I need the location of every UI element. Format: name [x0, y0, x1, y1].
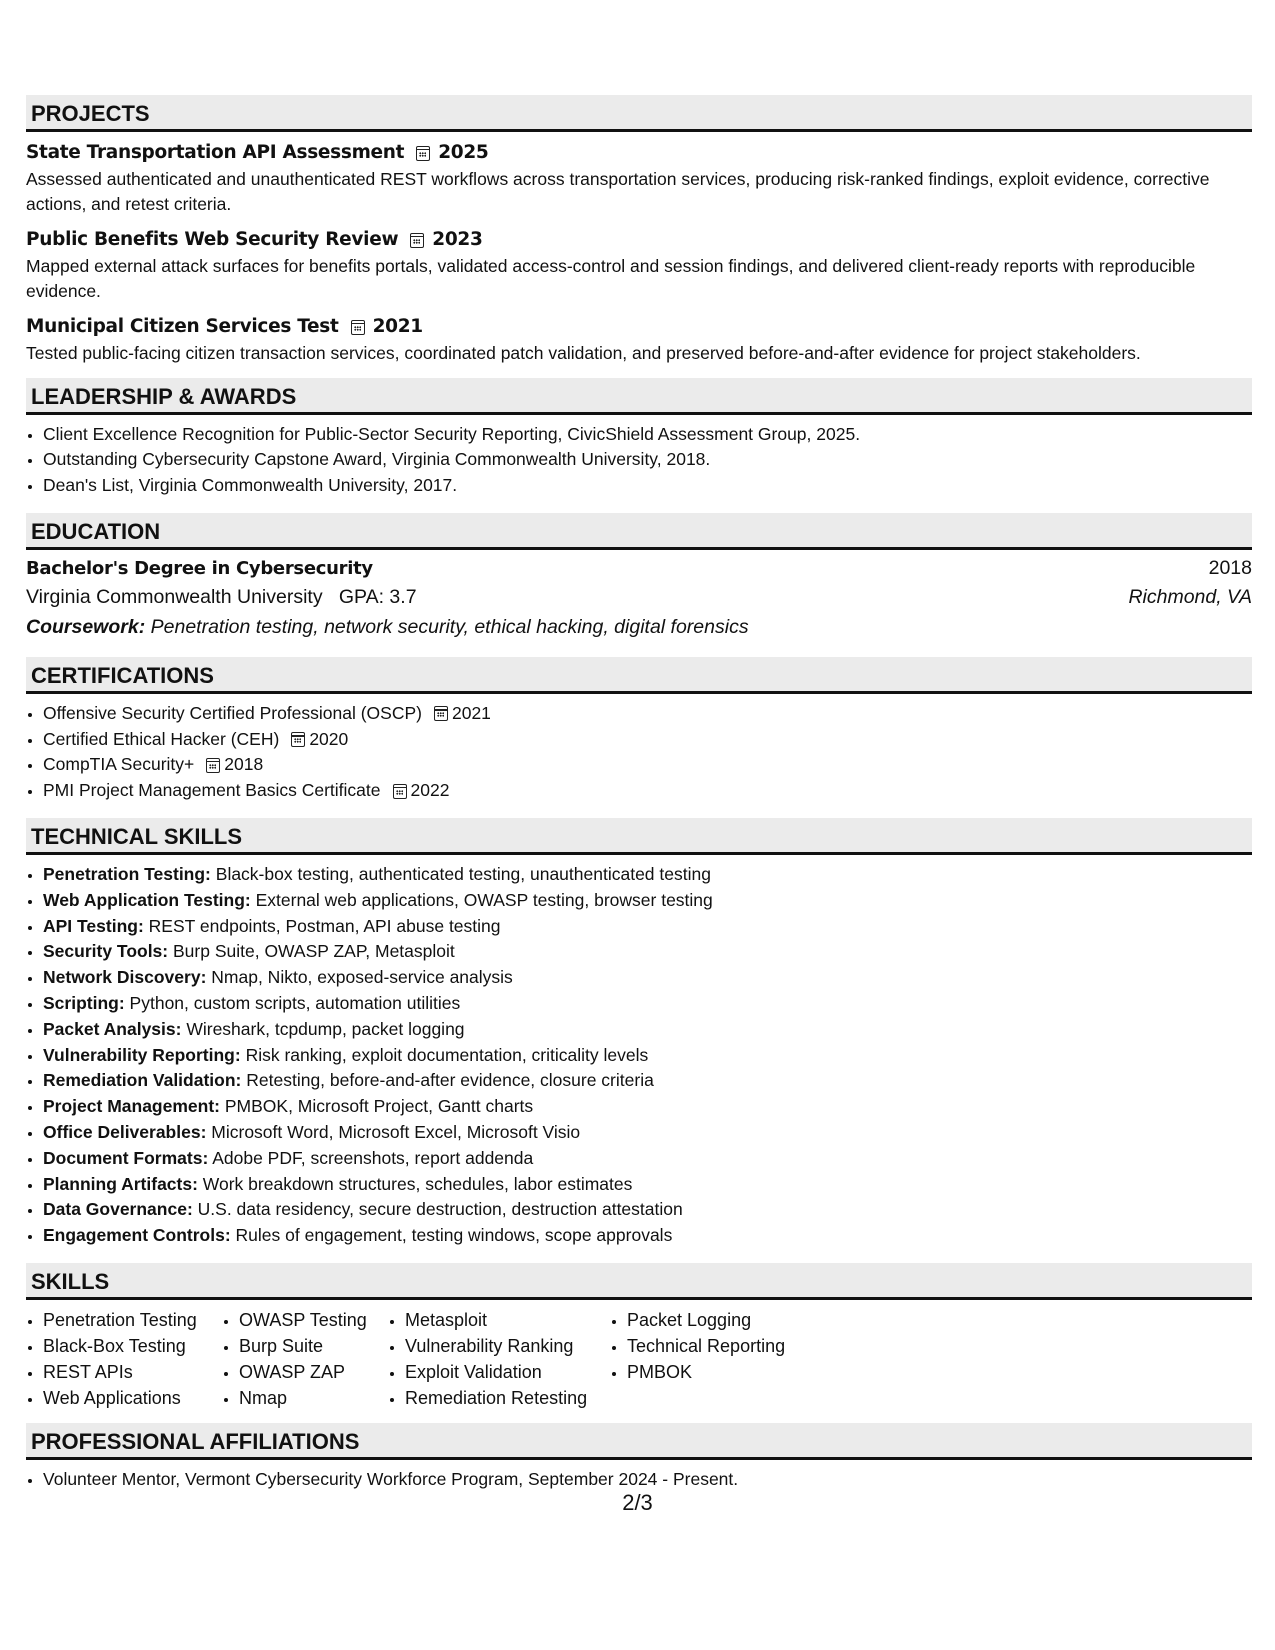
calendar-icon: [416, 146, 430, 161]
skill-value: External web applications, OWASP testing, browser testing: [255, 889, 713, 910]
project-description: Tested public-facing citizen transaction services, coordinated patch validation, and preserved before-and-after evidence for project stakeholders.: [26, 343, 1141, 363]
skill-label: Web Application Testing:: [43, 889, 251, 910]
skill-label: Project Management:: [43, 1096, 220, 1117]
skill-item: • OWASP Testing: [239, 1307, 388, 1333]
resume-page: [26, 95, 1252, 1493]
skill-value: REST endpoints, Postman, API abuse testing: [148, 915, 501, 936]
skills-section: [26, 1263, 1252, 1411]
skill-label: Security Tools:: [43, 941, 169, 962]
skill-value: Adobe PDF, screenshots, report addenda: [212, 1147, 534, 1168]
certification-name: • Offensive Security Certified Professional (OSCP): [43, 702, 422, 723]
graduation-year: 2018: [1208, 556, 1252, 579]
skill-item: • PMBOK: [627, 1359, 830, 1385]
education-section: [26, 513, 1252, 643]
project-year: 2025: [438, 142, 489, 163]
skill-row: [43, 965, 1252, 991]
skill-value: Wireshark, tcpdump, packet logging: [186, 1018, 465, 1039]
school-name: Virginia Commonwealth University: [26, 585, 323, 608]
skill-label: Scripting:: [43, 993, 125, 1014]
skill-item: • Burp Suite: [239, 1333, 388, 1359]
certification-name: • PMI Project Management Basics Certificate: [43, 780, 381, 801]
degree: Bachelor's Degree in Cybersecurity: [26, 557, 373, 579]
list-item: • Client Excellence Recognition for Public-Sector Security Reporting, CivicShield Assessment Group, 2025.: [43, 422, 1252, 448]
skill-item: • REST APIs: [43, 1359, 222, 1385]
certifications-section: [26, 657, 1252, 804]
skill-item: • Packet Logging: [627, 1307, 830, 1333]
skill-value: Black-box testing, authenticated testing, unauthenticated testing: [215, 864, 711, 885]
skill-item: • OWASP ZAP: [239, 1359, 388, 1385]
calendar-icon: [410, 233, 424, 248]
certification-year: 2020: [309, 728, 349, 749]
skill-label: Vulnerability Reporting:: [43, 1044, 241, 1065]
skill-item: • Black-Box Testing: [43, 1333, 222, 1359]
skill-value: Nmap, Nikto, exposed-service analysis: [211, 967, 513, 988]
project-description: Mapped external attack surfaces for benefits portals, validated access-control and session findings, and delivered client-ready reports with reproducible evidence.: [26, 256, 1196, 301]
certification-year: 2022: [410, 780, 450, 801]
skill-label: Remediation Validation:: [43, 1070, 242, 1091]
skill-row: [43, 1017, 1252, 1043]
skill-row: [43, 888, 1252, 914]
section-heading: TECHNICAL SKILLS: [26, 818, 1252, 855]
certification-name: • CompTIA Security+: [43, 754, 195, 775]
section-heading: SKILLS: [26, 1263, 1252, 1300]
skill-label: Data Governance:: [43, 1199, 193, 1220]
list-item: • Dean's List, Virginia Commonwealth University, 2017.: [43, 473, 1252, 499]
skill-row: [43, 1043, 1252, 1069]
coursework: Penetration testing, network security, ethical hacking, digital forensics: [150, 615, 749, 638]
skill-value: PMBOK, Microsoft Project, Gantt charts: [224, 1096, 534, 1117]
calendar-icon: [291, 732, 305, 747]
skill-label: Network Discovery:: [43, 967, 207, 988]
skill-label: Office Deliverables:: [43, 1122, 207, 1143]
skill-item: • Exploit Validation: [405, 1359, 610, 1385]
skill-label: Engagement Controls:: [43, 1225, 231, 1246]
skill-row: [43, 1120, 1252, 1146]
skill-item: • Remediation Retesting: [405, 1385, 610, 1411]
leadership-section: [26, 378, 1252, 499]
technical-skills-section: [26, 818, 1252, 1249]
project-title: Municipal Citizen Services Test: [26, 316, 339, 337]
certification-year: 2018: [224, 754, 264, 775]
school-location: Richmond, VA: [1128, 585, 1252, 608]
skill-row: [43, 1223, 1252, 1249]
skill-label: Planning Artifacts:: [43, 1173, 198, 1194]
skill-row: [43, 939, 1252, 965]
skill-label: Packet Analysis:: [43, 1018, 182, 1039]
skill-row: [43, 991, 1252, 1017]
project-year: 2021: [372, 316, 423, 337]
list-item: • Outstanding Cybersecurity Capstone Award, Virginia Commonwealth University, 2018.: [43, 447, 1252, 473]
skill-row: [43, 1068, 1252, 1094]
project-item: [26, 226, 1252, 303]
project-title: Public Benefits Web Security Review: [26, 229, 399, 250]
section-heading: CERTIFICATIONS: [26, 657, 1252, 694]
section-heading: LEADERSHIP & AWARDS: [26, 378, 1252, 415]
skill-label: API Testing:: [43, 915, 144, 936]
skill-label: Document Formats:: [43, 1147, 209, 1168]
skill-row: [43, 1197, 1252, 1223]
coursework-label: Coursework:: [26, 615, 146, 638]
skill-value: Burp Suite, OWASP ZAP, Metasploit: [173, 941, 455, 962]
skill-item: • Web Applications: [43, 1385, 222, 1411]
certification-item: [43, 727, 1252, 753]
skill-row: [43, 862, 1252, 888]
skill-row: [43, 1172, 1252, 1198]
affiliations-section: [26, 1423, 1252, 1493]
certification-item: [43, 701, 1252, 727]
project-item: [26, 313, 1252, 366]
certification-name: • Certified Ethical Hacker (CEH): [43, 728, 280, 749]
skill-value: Rules of engagement, testing windows, scope approvals: [235, 1225, 673, 1246]
skill-value: Risk ranking, exploit documentation, criticality levels: [245, 1044, 649, 1065]
skill-item: • Vulnerability Ranking: [405, 1333, 610, 1359]
project-title: State Transportation API Assessment: [26, 142, 405, 163]
skill-row: [43, 914, 1252, 940]
calendar-icon: [434, 706, 448, 721]
skill-item: • Penetration Testing: [43, 1307, 222, 1333]
list-item: • Volunteer Mentor, Vermont Cybersecurity Workforce Program, September 2024 - Present.: [43, 1467, 1252, 1493]
projects-section: [26, 95, 1252, 366]
skill-value: U.S. data residency, secure destruction, destruction attestation: [197, 1199, 683, 1220]
calendar-icon: [351, 320, 365, 335]
certification-item: [43, 778, 1252, 804]
calendar-icon: [206, 758, 220, 773]
calendar-icon: [393, 784, 407, 799]
skill-item: • Technical Reporting: [627, 1333, 830, 1359]
skill-item: • Nmap: [239, 1385, 388, 1411]
certification-item: [43, 752, 1252, 778]
project-year: 2023: [432, 229, 483, 250]
certification-year: 2021: [451, 702, 491, 723]
project-description: Assessed authenticated and unauthenticated REST workflows across transportation services, producing risk-ranked findings, exploit evidence, corrective actions, and retest criteria.: [26, 169, 1210, 214]
section-heading: EDUCATION: [26, 513, 1252, 550]
skill-row: [43, 1094, 1252, 1120]
skill-row: [43, 1146, 1252, 1172]
section-heading: PROJECTS: [26, 95, 1252, 132]
skill-value: Microsoft Word, Microsoft Excel, Microsoft Visio: [211, 1122, 581, 1143]
skill-value: Python, custom scripts, automation utilities: [129, 993, 461, 1014]
project-item: [26, 139, 1252, 216]
skill-item: • Metasploit: [405, 1307, 610, 1333]
gpa: GPA: 3.7: [338, 585, 417, 608]
skill-value: Retesting, before-and-after evidence, closure criteria: [246, 1070, 654, 1091]
skill-value: Work breakdown structures, schedules, labor estimates: [202, 1173, 633, 1194]
page-number: 2/3: [622, 1490, 653, 1515]
skill-label: Penetration Testing:: [43, 864, 211, 885]
section-heading: PROFESSIONAL AFFILIATIONS: [26, 1423, 1252, 1460]
